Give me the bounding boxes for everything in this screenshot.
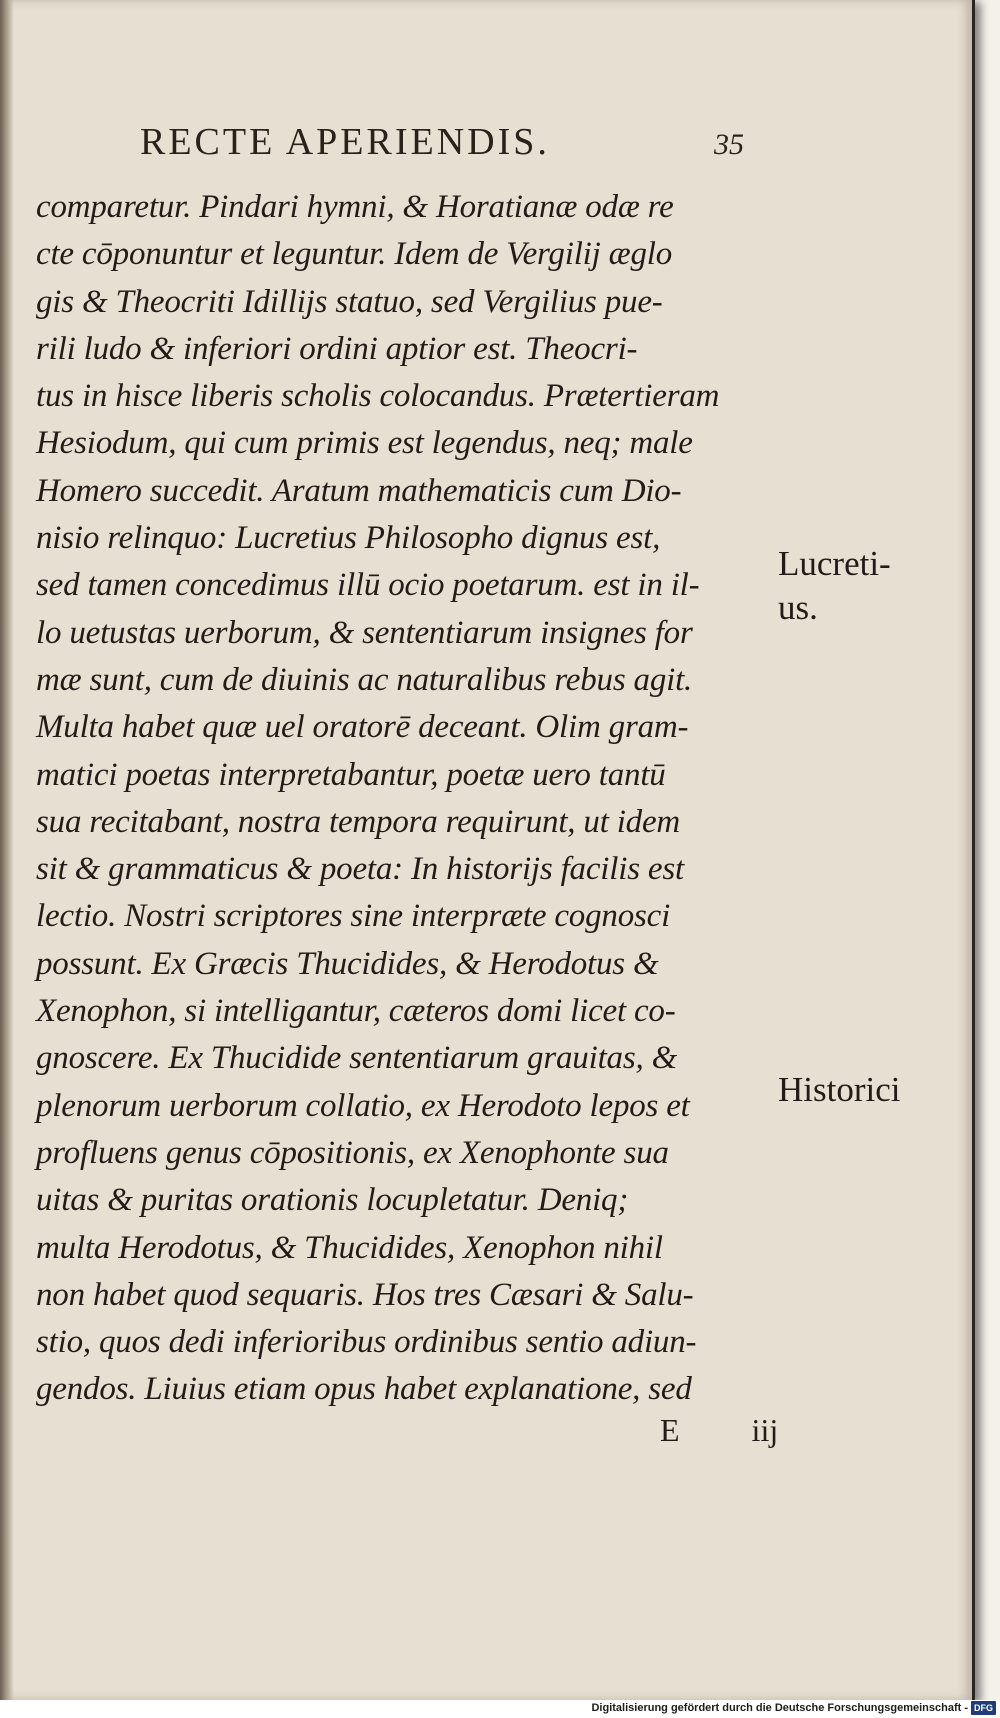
- footer-credit: [591, 1701, 996, 1715]
- marginal-note-lucretius: [778, 542, 891, 630]
- signature-mark: [660, 1412, 778, 1449]
- text-line: profluens genus cōpositionis, ex Xenophonte sua: [36, 1134, 669, 1171]
- text-line: rili ludo & inferiori ordini aptior est. Theocri-: [36, 330, 638, 367]
- text-line: stio, quos dedi inferioribus ordinibus sentio adiun-: [36, 1324, 697, 1361]
- text-line: lo uetustas uerborum, & sententiarum insignes for: [36, 614, 693, 651]
- text-line: gis & Theocriti Idillijs statuo, sed Vergilius pue-: [36, 283, 663, 320]
- text-line: matici poetas interpretabantur, poetæ uero tantū: [36, 756, 666, 793]
- signature-letter: E: [660, 1412, 680, 1448]
- text-line: mæ sunt, cum de diuinis ac naturalibus rebus agit.: [36, 661, 693, 698]
- footer-credit-text: Digitalisierung gefördert durch die Deutsche Forschungsgemeinschaft -: [591, 1702, 968, 1714]
- text-line: gendos. Liuius etiam opus habet explanatione, sed: [36, 1371, 692, 1408]
- text-line: nisio relinquo: Lucretius Philosopho dignus est,: [36, 520, 661, 557]
- text-line: Xenophon, si intelligantur, cæteros domi licet co-: [36, 993, 676, 1030]
- text-line: gnoscere. Ex Thucidide sententiarum grauitas, &: [36, 1040, 678, 1077]
- text-line: sed tamen concedimus illū ocio poetarum. est in il-: [36, 567, 700, 604]
- text-line: Multa habet quæ uel oratorē deceant. Olim gram-: [36, 709, 689, 746]
- text-line: sua recitabant, nostra tempora requirunt, ut idem: [36, 803, 681, 840]
- text-line: uitas & puritas orationis locupletatur. Deniq;: [36, 1182, 629, 1219]
- text-line: possunt. Ex Græcis Thucidides, & Herodotus &: [36, 945, 659, 982]
- signature-number: iij: [751, 1412, 779, 1448]
- text-line: lectio. Nostri scriptores sine interpræte cognosci: [36, 898, 671, 935]
- text-line: Homero succedit. Aratum mathematicis cum Dio-: [36, 472, 682, 509]
- text-line: plenorum uerborum collatio, ex Herodoto lepos et: [36, 1087, 690, 1124]
- text-line: cte cōponuntur et leguntur. Idem de Vergilij æglo: [36, 236, 673, 273]
- marginal-note-line: Lucreti-: [778, 544, 891, 583]
- body-text: [36, 184, 796, 1414]
- text-line: Hesiodum, qui cum primis est legendus, neq; male: [36, 425, 693, 462]
- text-line: sit & grammaticus & poeta: In historijs facilis est: [36, 851, 684, 888]
- text-line: non habet quod sequaris. Hos tres Cæsari & Salu-: [36, 1276, 694, 1313]
- text-line: comparetur. Pindari hymni, & Horatianæ odæ re: [36, 189, 674, 225]
- page-gutter-shadow: [0, 0, 14, 1700]
- marginal-note-line: us.: [778, 588, 818, 627]
- page-number: 35: [714, 128, 744, 161]
- running-head: [140, 120, 744, 164]
- marginal-note-historici: Historici: [778, 1070, 901, 1109]
- dfg-logo-icon: DFG: [971, 1701, 996, 1715]
- text-line: multa Herodotus, & Thucidides, Xenophon nihil: [36, 1229, 663, 1266]
- text-line: tus in hisce liberis scholis colocandus. Prætertieram: [36, 378, 720, 415]
- running-title: RECTE APERIENDIS.: [140, 121, 550, 163]
